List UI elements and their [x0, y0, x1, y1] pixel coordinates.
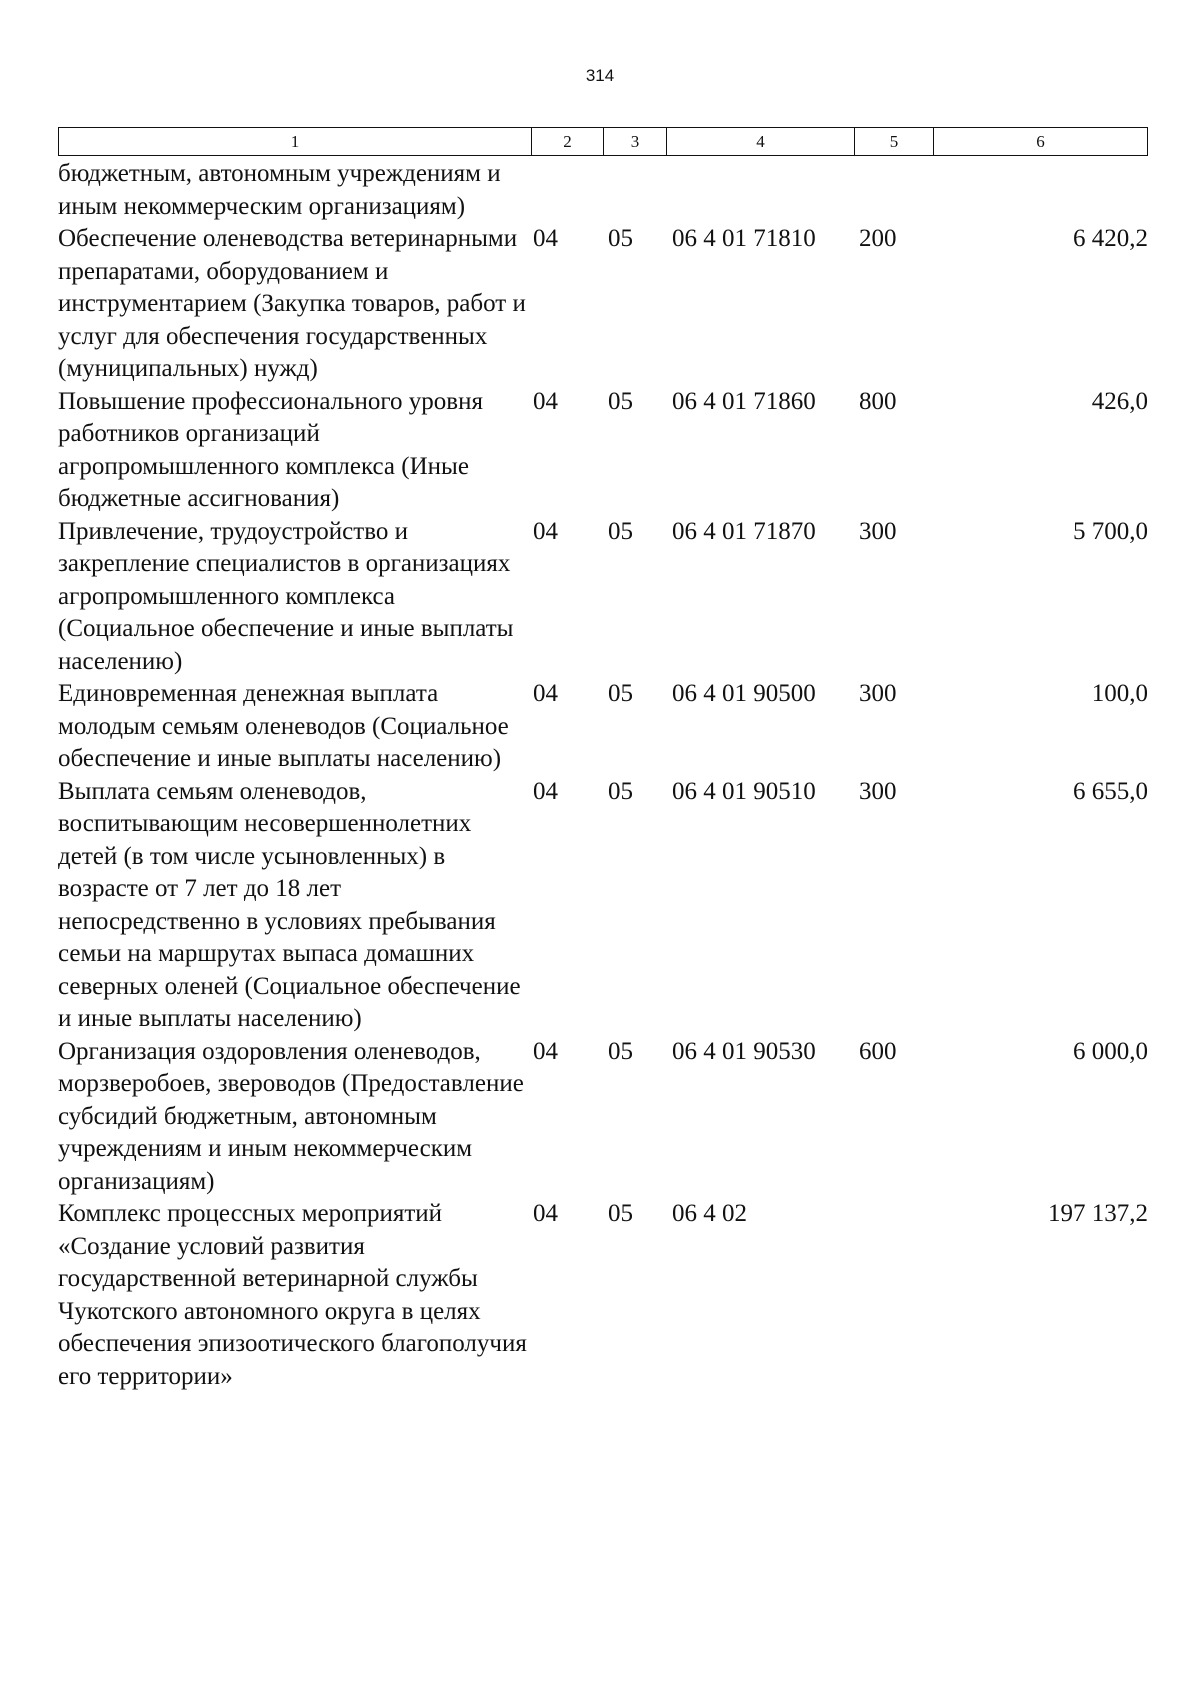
row-subsection: 05 — [608, 1200, 633, 1227]
row-target-article — [666, 158, 854, 223]
table-row — [58, 678, 1148, 776]
row-name: бюджетным, автономным учреждениям и иным некоммерческим организациям) — [58, 160, 501, 220]
row-expense-type: 300 — [859, 777, 897, 805]
header-col-5: 5 — [855, 128, 934, 155]
header-col-6: 6 — [1036, 132, 1045, 151]
row-subsection: 05 — [608, 1037, 633, 1065]
row-target-article: 06 4 01 90510 — [672, 777, 816, 805]
row-name: Обеспечение оленеводства ветеринарными препаратами, оборудованием и инструментарием (Закупка товаров, работ и услуг для обеспечения государственных (муниципальных) нужд) — [58, 225, 526, 382]
table-row — [58, 158, 1148, 223]
header-col-3: 3 — [604, 128, 667, 155]
row-subsection: 05 — [608, 680, 633, 707]
row-section: 04 — [533, 1200, 558, 1227]
table-row — [58, 516, 1148, 679]
table-row — [58, 1198, 1148, 1393]
table-row — [58, 776, 1148, 1036]
row-target-article: 06 4 01 71860 — [672, 387, 816, 415]
row-target-article: 06 4 02 — [672, 1200, 747, 1227]
row-name: Повышение профессионального уровня работников организаций агропромышленного комплекса (Иные бюджетные ассигнования) — [58, 387, 483, 512]
row-section: 04 — [533, 225, 558, 252]
row-target-article: 06 4 01 71870 — [672, 517, 816, 545]
row-expense-type: 300 — [859, 517, 897, 545]
row-expense-type — [854, 1198, 933, 1393]
row-subsection — [603, 158, 666, 223]
row-section: 04 — [533, 1037, 558, 1065]
row-amount: 6 655,0 — [1073, 777, 1148, 805]
row-subsection: 05 — [608, 225, 633, 252]
row-amount — [933, 158, 1148, 223]
table-header — [58, 127, 1148, 156]
row-expense-type — [854, 158, 933, 223]
row-name: Комплекс процессных мероприятий «Создание условий развития государственной ветеринарной службы Чукотского автономного округа в целях обеспечения эпизоотического благополучия его территории» — [58, 1200, 527, 1390]
row-section — [531, 158, 603, 223]
row-target-article: 06 4 01 90500 — [672, 680, 816, 707]
row-name: Единовременная денежная выплата молодым семьям оленеводов (Социальное обеспечение и иные выплаты населению) — [58, 680, 509, 772]
row-name: Выплата семьям оленеводов, воспитывающим несовершеннолетних детей (в том числе усыновленных) в возрасте от 7 лет до 18 лет непосредственно в условиях пребывания семьи на маршрутах выпаса домашних северных оленей (Социальное обеспечение и иные выплаты населению) — [58, 777, 521, 1032]
row-subsection: 05 — [608, 517, 633, 545]
page-number: 314 — [585, 66, 615, 85]
row-section: 04 — [533, 517, 558, 545]
row-expense-type: 800 — [859, 387, 897, 415]
row-target-article: 06 4 01 71810 — [672, 225, 816, 252]
row-expense-type: 300 — [859, 680, 897, 707]
row-subsection: 05 — [608, 387, 633, 415]
row-name: Организация оздоровления оленеводов, морзверобоев, звероводов (Предоставление субсидий бюджетным, автономным учреждениям и иным некоммерческим организациям) — [58, 1037, 524, 1195]
row-amount: 6 420,2 — [1073, 225, 1148, 252]
row-amount: 197 137,2 — [1048, 1200, 1148, 1227]
row-name: Привлечение, трудоустройство и закрепление специалистов в организациях агропромышленного комплекса (Социальное обеспечение и иные выплаты населению) — [58, 517, 514, 675]
table-row — [58, 1036, 1148, 1199]
row-expense-type: 600 — [859, 1037, 897, 1065]
table-row — [58, 223, 1148, 386]
table-body — [58, 158, 1148, 1393]
row-amount: 100,0 — [1091, 680, 1148, 707]
row-expense-type: 200 — [859, 225, 897, 252]
header-col-2: 2 — [532, 128, 604, 155]
row-section: 04 — [533, 777, 558, 805]
row-amount: 6 000,0 — [1073, 1037, 1148, 1065]
row-subsection: 05 — [608, 777, 633, 805]
table-row — [58, 386, 1148, 516]
row-section: 04 — [533, 387, 558, 415]
row-section: 04 — [533, 680, 558, 707]
header-col-1: 1 — [59, 128, 532, 155]
header-col-4: 4 — [667, 128, 855, 155]
row-target-article: 06 4 01 90530 — [672, 1037, 816, 1065]
row-amount: 426,0 — [1091, 387, 1148, 415]
row-amount: 5 700,0 — [1073, 517, 1148, 545]
